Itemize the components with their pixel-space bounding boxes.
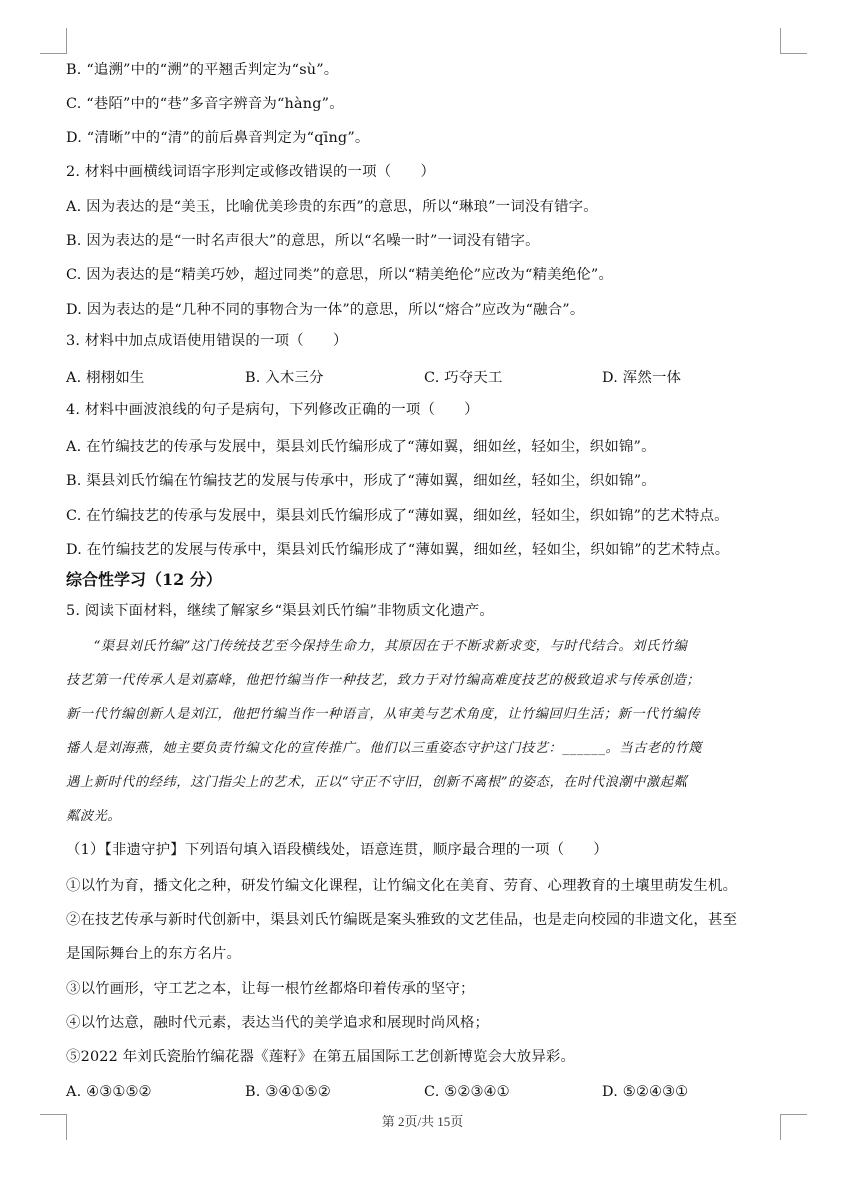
passage-line-6: 粼波光。 [66, 809, 122, 824]
q5-options [66, 1082, 786, 1102]
q2-stem: 2. 材料中画横线词语字形判定或修改错误的一项（ ） [66, 164, 436, 180]
choice-4: ④以竹达意，融时代元素，表达当代的美学追求和展现时尚风格； [66, 1015, 490, 1031]
q2-option-b: B. 因为表达的是“一时名声很大”的意思，所以“名噪一时”一词没有错字。 [66, 233, 540, 249]
q1-option-d: D. “清晰”中的“清”的前后鼻音判定为“qīng”。 [66, 130, 370, 146]
choice-5: ⑤2022 年刘氏瓷胎竹编花器《莲籽》在第五届国际工艺创新博览会大放异彩。 [66, 1049, 576, 1065]
q3-option-a: A. 栩栩如生 [66, 370, 145, 386]
q5-option-b: B. ③④①⑤② [245, 1084, 331, 1100]
choice-3: ③以竹画形，守工艺之本，让每一根竹丝都烙印着传承的坚守； [66, 981, 475, 997]
passage-line-2: 技艺第一代传承人是刘嘉峰，他把竹编当作一种技艺，致力于对竹编高难度技艺的极致追求与传承创造； [66, 673, 701, 688]
q3-option-c: C. 巧夺天工 [424, 370, 503, 386]
q4-stem: 4. 材料中画波浪线的句子是病句，下列修改正确的一项（ ） [66, 402, 479, 418]
q3-options [66, 368, 786, 388]
crop-mark-top-right-v [780, 28, 781, 54]
passage-line-4: 播人是刘海燕，她主要负责竹编文化的宣传推广。他们以三重姿态守护这门技艺：______。当古老的竹篾 [66, 741, 703, 756]
q1-option-b: B. “追溯”中的“溯”的平翘舌判定为“sù”。 [66, 62, 339, 78]
q2-option-d: D. 因为表达的是“几种不同的事物合为一体”的意思，所以“熔合”应改为“融合”。 [66, 302, 585, 318]
choice-2-line-2: 是国际舞台上的东方名片。 [66, 946, 242, 962]
choice-2-line-1: ②在技艺传承与新时代创新中，渠县刘氏竹编既是案头雅致的文艺佳品，也是走向校园的非遗文化，甚至 [66, 912, 738, 928]
q4-option-b: B. 渠县刘氏竹编在竹编技艺的发展与传承中，形成了“薄如翼，细如丝，轻如尘，织如锦”。 [66, 473, 656, 489]
q2-option-c: C. 因为表达的是“精美巧妙，超过同类”的意思，所以“精美绝伦”应改为“精美绝伦”。 [66, 267, 614, 283]
page-footer: 第 2页/共 15页 [381, 1114, 464, 1129]
q1-option-c: C. “巷陌”中的“巷”多音字辨音为“hàng”。 [66, 96, 344, 112]
crop-mark-top-left-v [66, 28, 67, 54]
passage-line-5: 遇上新时代的经纬，这门指尖上的艺术，正以“守正不守旧，创新不离根”的姿态，在时代浪潮中激起粼 [66, 775, 688, 790]
passage-line-1: “渠县刘氏竹编”这门传统技艺至今保持生命力，其原因在于不断求新求变，与时代结合。刘氏竹编 [66, 639, 688, 654]
q5-option-d: D. ⑤②④③① [602, 1084, 689, 1100]
crop-mark-top-right-h [780, 53, 807, 54]
q3-stem: 3. 材料中加点成语使用错误的一项（ ） [66, 333, 348, 349]
choice-1: ①以竹为育，播文化之种，研发竹编文化课程，让竹编文化在美育、劳育、心理教育的土壤里萌发生机。 [66, 878, 738, 894]
q4-option-a: A. 在竹编技艺的传承与发展中，渠县刘氏竹编形成了“薄如翼，细如丝，轻如尘，织如锦”。 [66, 439, 656, 455]
q4-option-d: D. 在竹编技艺的发展与传承中，渠县刘氏竹编形成了“薄如翼，细如丝，轻如尘，织如锦”的艺术特点。 [66, 542, 730, 558]
subquestion-1-stem: （1）【非遗守护】下列语句填入语段横线处，语意连贯，顺序最合理的一项（ ） [66, 842, 609, 858]
q5-stem: 5. 阅读下面材料，继续了解家乡“渠县刘氏竹编”非物质文化遗产。 [66, 603, 494, 619]
passage-line-3: 新一代竹编创新人是刘江，他把竹编当作一种语言，从审美与艺术角度，让竹编回归生活；新一代竹编传 [66, 707, 701, 722]
q5-option-c: C. ⑤②③④① [424, 1084, 510, 1100]
section-heading: 综合性学习（12 分） [66, 570, 222, 589]
q4-option-c: C. 在竹编技艺的传承与发展中，渠县刘氏竹编形成了“薄如翼，细如丝，轻如尘，织如锦”的艺术特点。 [66, 508, 729, 524]
q3-option-d: D. 浑然一体 [602, 370, 682, 386]
q5-option-a: A. ④③①⑤② [66, 1084, 152, 1100]
crop-mark-top-left-h [40, 53, 67, 54]
q2-option-a: A. 因为表达的是“美玉，比喻优美珍贵的东西”的意思，所以“琳琅”一词没有错字。 [66, 199, 598, 215]
q3-option-b: B. 入木三分 [245, 370, 324, 386]
